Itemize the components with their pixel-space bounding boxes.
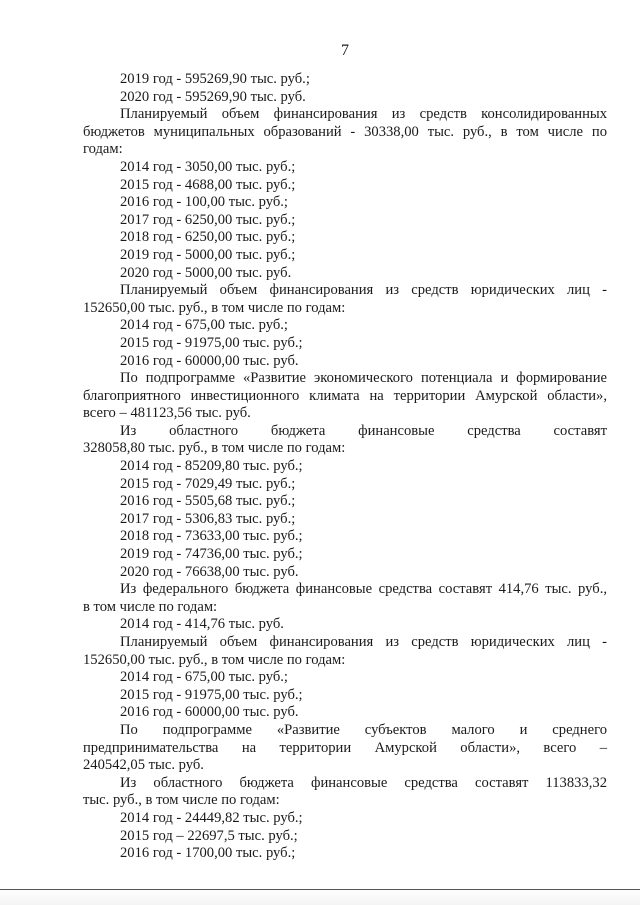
paragraph-first-line: Планируемый объем финансирования из средств консолидированных xyxy=(120,106,607,123)
text-line: 2020 год - 5000,00 тыс. руб. xyxy=(120,264,292,281)
text-line: 2014 год - 85209,80 тыс. руб.; xyxy=(120,458,303,475)
paragraph-last-line: тыс. руб., в том числе по годам: xyxy=(83,792,280,809)
text-line: 2019 год - 74736,00 тыс. руб.; xyxy=(120,546,303,563)
text-line: 2019 год - 5000,00 тыс. руб.; xyxy=(120,246,296,263)
text-line: 2014 год - 3050,00 тыс. руб.; xyxy=(120,158,296,175)
paragraph-last-line: в том числе по годам: xyxy=(83,598,218,615)
text-line: 2015 год – 22697,5 тыс. руб.; xyxy=(120,827,298,844)
text-line: 2015 год - 7029,49 тыс. руб.; xyxy=(120,475,296,492)
paragraph-first-line: Из федерального бюджета финансовые средства составят 414,76 тыс. руб., xyxy=(120,581,607,598)
paragraph-first-line: По подпрограмме «Развитие экономического потенциала и формирование xyxy=(120,370,607,387)
paragraph-first-line: Планируемый объем финансирования из средств юридических лиц - xyxy=(120,282,607,299)
paragraph-last-line: 152650,00 тыс. руб., в том числе по годам: xyxy=(83,651,346,668)
text-line: 2016 год - 5505,68 тыс. руб.; xyxy=(120,493,296,510)
paragraph-line: предпринимательства на территории Амурской области», всего – xyxy=(83,739,607,756)
paragraph-last-line: всего – 481123,56 тыс. руб. xyxy=(83,405,251,422)
paragraph-last-line: годам: xyxy=(83,141,123,158)
text-line: 2014 год - 675,00 тыс. руб.; xyxy=(120,669,288,686)
page-number: 7 xyxy=(341,42,349,59)
paragraph-first-line: Из областного бюджета финансовые средства составят 113833,32 xyxy=(120,774,607,791)
text-line: 2016 год - 1700,00 тыс. руб.; xyxy=(120,845,296,862)
paragraph-first-line: Планируемый объем финансирования из средств юридических лиц - xyxy=(120,634,607,650)
text-line: 2016 год - 60000,00 тыс. руб. xyxy=(120,352,299,369)
text-line: 2015 год - 91975,00 тыс. руб.; xyxy=(120,334,303,351)
scan-edge-line xyxy=(0,889,640,890)
text-line: 2014 год - 675,00 тыс. руб.; xyxy=(120,317,288,334)
text-line: 2015 год - 91975,00 тыс. руб.; xyxy=(120,686,303,703)
paragraph-last-line: 328058,80 тыс. руб., в том числе по годам: xyxy=(83,440,346,457)
paragraph-line: бюджетов муниципальных образований - 30338,00 тыс. руб., в том числе по xyxy=(83,123,607,140)
document-body xyxy=(83,71,607,863)
paragraph-last-line: 152650,00 тыс. руб., в том числе по годам: xyxy=(83,299,346,316)
paragraph-first-line: По подпрограмме «Развитие субъектов малого и среднего xyxy=(120,721,607,738)
text-line: 2019 год - 595269,90 тыс. руб.; xyxy=(120,71,310,87)
paragraph-last-line: 240542,05 тыс. руб. xyxy=(83,757,204,774)
paragraph-line: благоприятного инвестиционного климата на территории Амурской области», xyxy=(83,387,607,404)
text-line: 2014 год - 414,76 тыс. руб. xyxy=(120,616,284,633)
text-line: 2014 год - 24449,82 тыс. руб.; xyxy=(120,809,303,826)
text-line: 2018 год - 6250,00 тыс. руб.; xyxy=(120,229,296,246)
text-line: 2015 год - 4688,00 тыс. руб.; xyxy=(120,176,296,193)
text-line: 2020 год - 76638,00 тыс. руб. xyxy=(120,563,299,580)
text-line: 2017 год - 6250,00 тыс. руб.; xyxy=(120,211,296,228)
text-line: 2017 год - 5306,83 тыс. руб.; xyxy=(120,510,296,527)
paragraph-first-line: Из областного бюджета финансовые средства составят xyxy=(120,422,607,439)
text-line: 2016 год - 60000,00 тыс. руб. xyxy=(120,704,299,721)
text-line: 2016 год - 100,00 тыс. руб.; xyxy=(120,194,288,211)
text-line: 2018 год - 73633,00 тыс. руб.; xyxy=(120,528,303,545)
text-line: 2020 год - 595269,90 тыс. руб. xyxy=(120,88,306,105)
scan-bottom-edge xyxy=(0,888,640,905)
